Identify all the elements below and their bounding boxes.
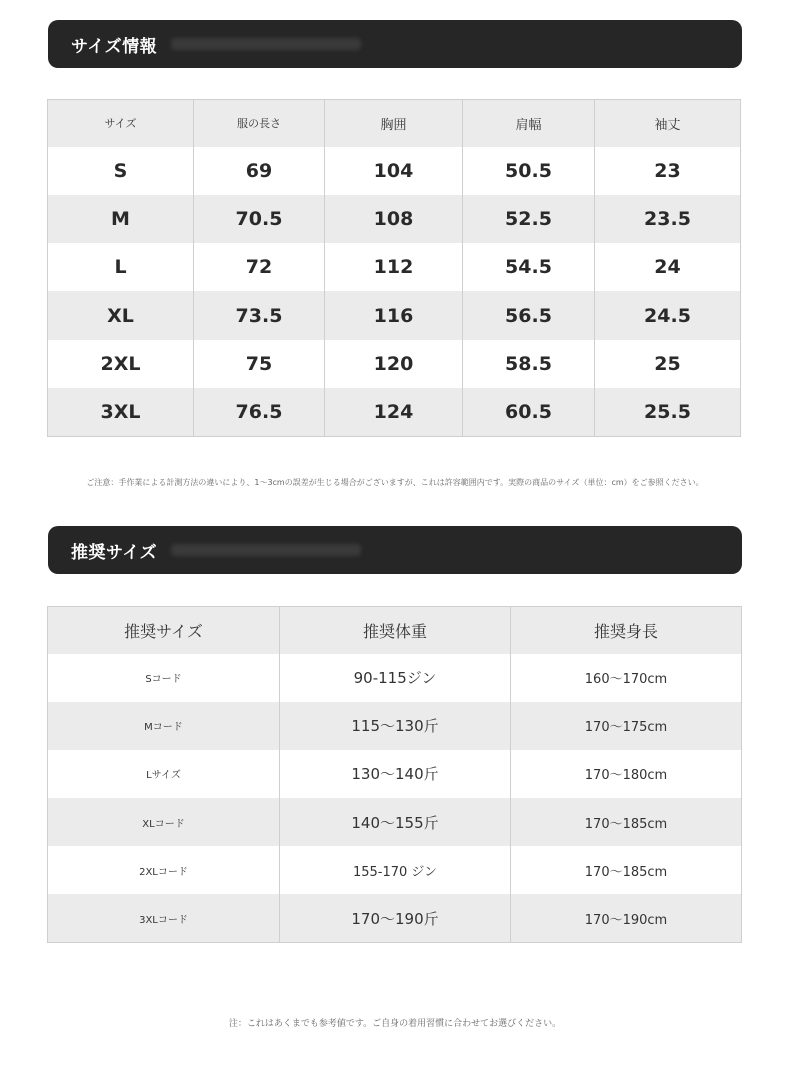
table-cell: 155-170 ジン	[280, 846, 511, 894]
table-row	[48, 243, 741, 291]
table-row	[48, 195, 741, 243]
table-cell: 75	[194, 340, 325, 388]
recommended-size-title: 推奨サイズ	[71, 542, 158, 563]
table-cell: 115〜130斤	[280, 702, 511, 750]
table-cell: 3XLコード	[48, 894, 280, 942]
table-cell: S	[48, 147, 194, 195]
table-cell: 23	[595, 147, 741, 195]
table-cell: 23.5	[595, 195, 741, 243]
reference-note: 注：これはあくまでも参考値です。ご自身の着用習慣に合わせてお選びください。	[228, 1019, 562, 1029]
table-cell: 170〜185cm	[511, 798, 742, 846]
table-cell: 108	[325, 195, 463, 243]
header-length: 服の長さ	[194, 100, 325, 147]
header-chest: 胸囲	[325, 100, 463, 147]
table-cell: 140〜155斤	[280, 798, 511, 846]
table-cell: 69	[194, 147, 325, 195]
size-table-header	[48, 100, 741, 147]
table-row	[48, 388, 741, 436]
table-cell: 54.5	[463, 243, 595, 291]
table-cell: 52.5	[463, 195, 595, 243]
table-row	[48, 291, 741, 339]
recommended-table-header	[48, 607, 742, 654]
table-cell: 2XL	[48, 340, 194, 388]
table-cell: 170〜190cm	[511, 894, 742, 942]
table-cell: Lサイズ	[48, 750, 280, 798]
size-info-header	[48, 20, 742, 68]
table-cell: 112	[325, 243, 463, 291]
table-cell: 24	[595, 243, 741, 291]
header-shoulder: 肩幅	[463, 100, 595, 147]
header-recommended-weight: 推奨体重	[280, 607, 511, 654]
table-row	[48, 340, 741, 388]
recommended-size-table	[47, 606, 742, 943]
table-row	[48, 147, 741, 195]
table-cell: 70.5	[194, 195, 325, 243]
table-cell: 104	[325, 147, 463, 195]
size-info-title: サイズ情報	[71, 36, 158, 57]
table-row	[48, 654, 742, 702]
table-cell: 120	[325, 340, 463, 388]
header-size: サイズ	[48, 100, 194, 147]
header-blurred-text	[171, 38, 361, 50]
table-cell: 3XL	[48, 388, 194, 436]
table-cell: 60.5	[463, 388, 595, 436]
table-row	[48, 798, 742, 846]
header-recommended-height: 推奨身長	[511, 607, 742, 654]
table-row	[48, 894, 742, 942]
table-cell: 72	[194, 243, 325, 291]
table-cell: 170〜180cm	[511, 750, 742, 798]
table-cell: 58.5	[463, 340, 595, 388]
table-cell: 170〜175cm	[511, 702, 742, 750]
table-cell: XL	[48, 291, 194, 339]
table-cell: 170〜190斤	[280, 894, 511, 942]
table-cell: 25.5	[595, 388, 741, 436]
table-cell: Sコード	[48, 654, 280, 702]
table-row	[48, 702, 742, 750]
size-table	[47, 99, 741, 437]
table-cell: 24.5	[595, 291, 741, 339]
table-cell: 50.5	[463, 147, 595, 195]
table-cell: 73.5	[194, 291, 325, 339]
recommended-size-header	[48, 526, 742, 574]
header-blurred-text	[171, 544, 361, 556]
table-cell: 90-115ジン	[280, 654, 511, 702]
table-cell: 116	[325, 291, 463, 339]
table-cell: 130〜140斤	[280, 750, 511, 798]
header-recommended-size: 推奨サイズ	[48, 607, 280, 654]
table-cell: 56.5	[463, 291, 595, 339]
table-cell: 124	[325, 388, 463, 436]
table-cell: XLコード	[48, 798, 280, 846]
table-cell: Mコード	[48, 702, 280, 750]
table-cell: 160〜170cm	[511, 654, 742, 702]
table-row	[48, 750, 742, 798]
table-row	[48, 846, 742, 894]
table-cell: 25	[595, 340, 741, 388]
measurement-note: ご注意：手作業による計測方法の違いにより、1〜3cmの誤差が生じる場合がございますが、これは許容範囲内です。実際の商品のサイズ（単位：cm）をご参照ください。	[86, 478, 704, 487]
table-cell: 170〜185cm	[511, 846, 742, 894]
table-cell: 2XLコード	[48, 846, 280, 894]
table-cell: 76.5	[194, 388, 325, 436]
table-cell: L	[48, 243, 194, 291]
table-cell: M	[48, 195, 194, 243]
header-sleeve: 袖丈	[595, 100, 741, 147]
